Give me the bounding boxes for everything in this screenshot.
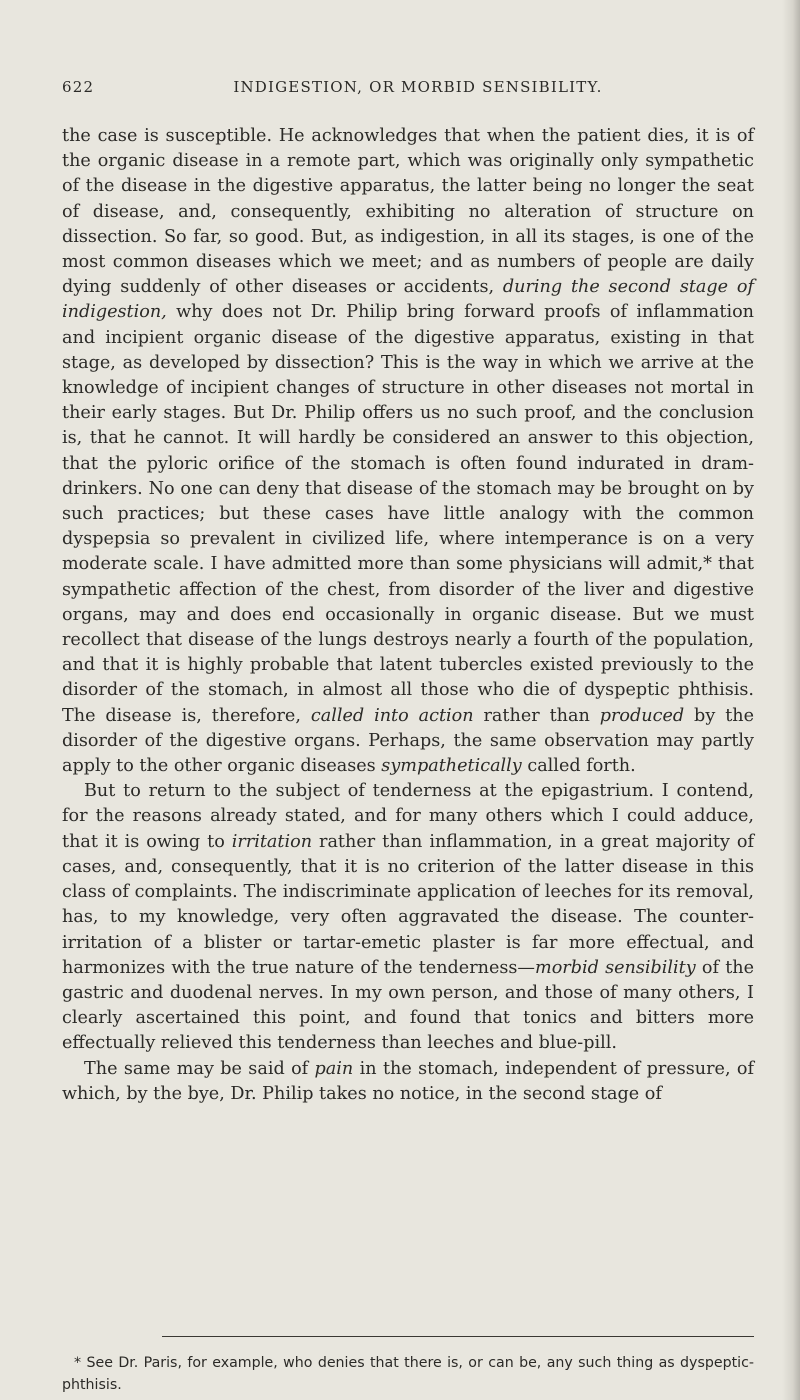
footnote-mark: * <box>74 1355 82 1371</box>
footnote <box>62 1352 754 1396</box>
text-run: in the stomach, independent of pressure, of which, by the bye, Dr. Philip takes no notice, in the second stage of <box>62 1058 754 1104</box>
italic-phrase: morbid sensibility <box>535 957 696 978</box>
running-header <box>62 78 754 102</box>
text-run: the case is susceptible. He acknowledges that when the patient dies, it is of the organic disease in a remote part, which was originally only sympathetic of the disease in the digestive apparatus, the latter being no longer the seat of disease, and, consequently, exhibiting no alteration of structure on dissection. So far, so good. But, as indigestion, in all its stages, is one of the most common diseases which we meet; and as numbers of people are daily dying suddenly of other diseases or accidents, <box>62 126 754 298</box>
text-run: But to return to the subject of tenderness at the epigastrium. I contend, for the reasons already stated, and for many others which I could adduce, that it is owing to <box>62 781 754 852</box>
text-run: by the disorder of the digestive organs. Perhaps, the same observation may partly apply to the other organic diseases <box>62 705 755 777</box>
page-edge-shadow <box>782 0 800 1400</box>
text-run: The same may be said of <box>84 1058 315 1079</box>
paragraph <box>62 1057 754 1107</box>
text-run: called forth. <box>521 756 636 777</box>
italic-phrase: produced <box>599 705 685 726</box>
page-number: 622 <box>62 78 95 96</box>
text-run: why does not Dr. Philip bring forward proofs of inflammation and incipient organic disease of the digestive apparatus, existing in that stage, as developed by dissection? This is the way in which we arrive at the knowledge of incipient changes of structure in other diseases not mortal in their early stages. But Dr. Philip offers us no such proof, and the conclusion is, that he cannot. It will hardly be considered an answer to this objection, that the pyloric orifice of the stomach is often found indurated in dram-drinkers. No one can deny that disease of the stomach may be brought on by such practices; but these cases have little analogy with the common dyspepsia so prevalent in civilized life, where intemperance is on a very moderate scale. I have admitted more than some physicians will admit,* that sympathetic affection of the chest, from disorder of the liver and digestive organs, may and does end occasionally in organic disease. But we must recollect that disease of the lungs destroys nearly a fourth of the population, and that it is highly probable that latent tubercles existed previously to the disorder of the stomach, in almost all those who die of dyspeptic phthisis. The disease is, therefore, <box>62 302 754 726</box>
italic-phrase: during the second stage of indigestion, <box>62 277 754 323</box>
italic-phrase: called into action <box>310 705 474 726</box>
text-run: rather than inflammation, in a great majority of cases, and, consequently, that it is no criterion of the latter disease in this class of complaints. The indiscriminate application of leeches for its removal, has, to my knowledge, very often aggravated the disease. The counter-irritation of a blister or tartar-emetic plaster is far more effectual, and harmonizes with the true nature of the tenderness— <box>62 831 754 978</box>
italic-phrase: irritation <box>231 831 313 852</box>
paragraph <box>62 779 754 1056</box>
text-run: of the gastric and duodenal nerves. In my own person, and those of many others, I clearly ascertained this point, and found that tonics and bitters more effectually relieved this tenderness than leeches and blue-pill. <box>62 957 755 1054</box>
paragraph <box>62 124 754 779</box>
italic-phrase: sympathetically <box>381 756 522 777</box>
text-run: rather than <box>473 705 600 726</box>
footnote-text: See Dr. Paris, for example, who denies that there is, or can be, any such thing as dyspeptic-phthisis. <box>62 1355 754 1393</box>
italic-phrase: pain <box>314 1058 354 1079</box>
body-text <box>62 124 754 1107</box>
running-title: INDIGESTION, OR MORBID SENSIBILITY. <box>233 78 603 96</box>
footnote-divider <box>162 1336 754 1337</box>
